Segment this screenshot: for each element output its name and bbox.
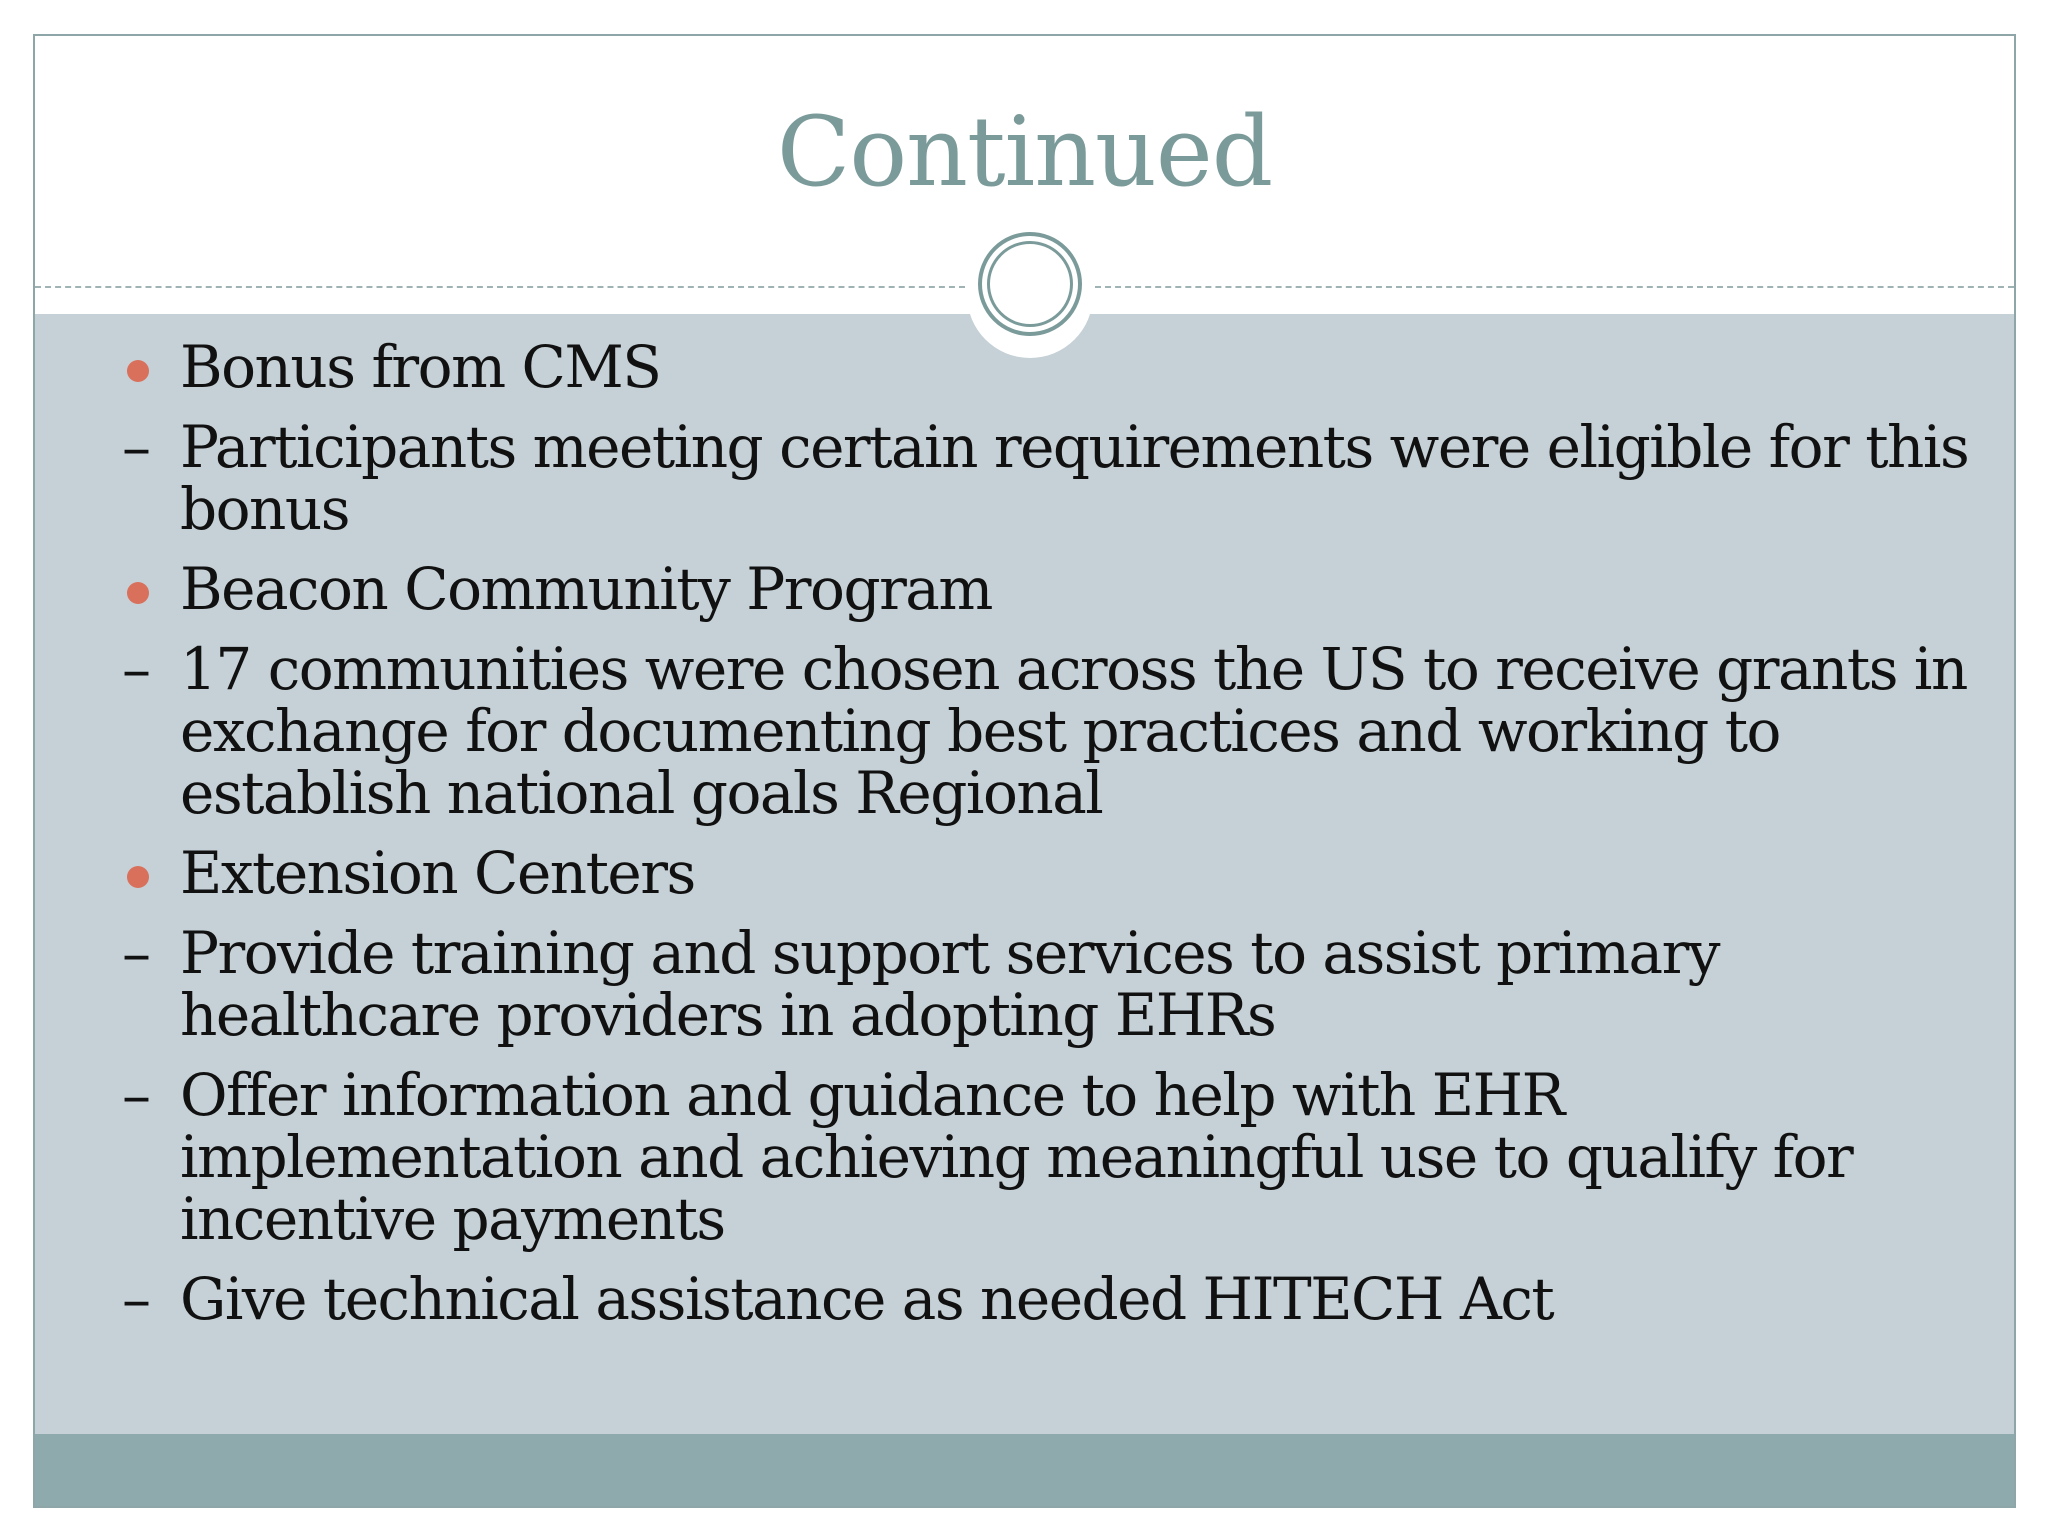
bullet-dot-icon xyxy=(127,582,149,604)
sub-item-text: Participants meeting certain requirements were eligible for this bonus xyxy=(180,413,1969,543)
bullet-item xyxy=(90,555,1990,623)
title-divider-right xyxy=(1095,286,2014,288)
sub-item-text: Provide training and support services to assist primary healthcare providers in adopting EHRs xyxy=(180,919,1720,1049)
sub-item-text: 17 communities were chosen across the US to receive grants in exchange for documenting best practices and working to establish national goals Regional xyxy=(180,635,1967,827)
bullet-text: Bonus from CMS xyxy=(180,333,661,401)
sub-item xyxy=(90,635,1990,827)
title-divider-left xyxy=(35,286,965,288)
circle-ornament-inner-icon xyxy=(987,241,1073,327)
sub-item xyxy=(90,919,1990,1049)
bullet-item xyxy=(90,333,1990,401)
dash-marker: – xyxy=(122,1265,150,1333)
bullet-text: Beacon Community Program xyxy=(180,555,992,623)
dash-marker: – xyxy=(122,919,150,987)
bullet-dot-icon xyxy=(127,360,149,382)
sub-item-text: Offer information and guidance to help with EHR implementation and achieving meaningful use to qualify for incentive payments xyxy=(180,1061,1853,1253)
slide-title: Continued xyxy=(776,96,1273,208)
footer-bar xyxy=(35,1434,2014,1508)
sub-item-text: Give technical assistance as needed HITECH Act xyxy=(180,1265,1554,1333)
sub-item xyxy=(90,413,1990,543)
dash-marker: – xyxy=(122,413,150,481)
bullet-item xyxy=(90,839,1990,907)
bullet-text: Extension Centers xyxy=(180,839,695,907)
sub-item xyxy=(90,1265,1990,1333)
bullet-list xyxy=(90,333,1990,1348)
sub-item xyxy=(90,1061,1990,1253)
bullet-dot-icon xyxy=(127,866,149,888)
slide-frame xyxy=(33,34,2016,1508)
dash-marker: – xyxy=(122,635,150,703)
dash-marker: – xyxy=(122,1061,150,1129)
